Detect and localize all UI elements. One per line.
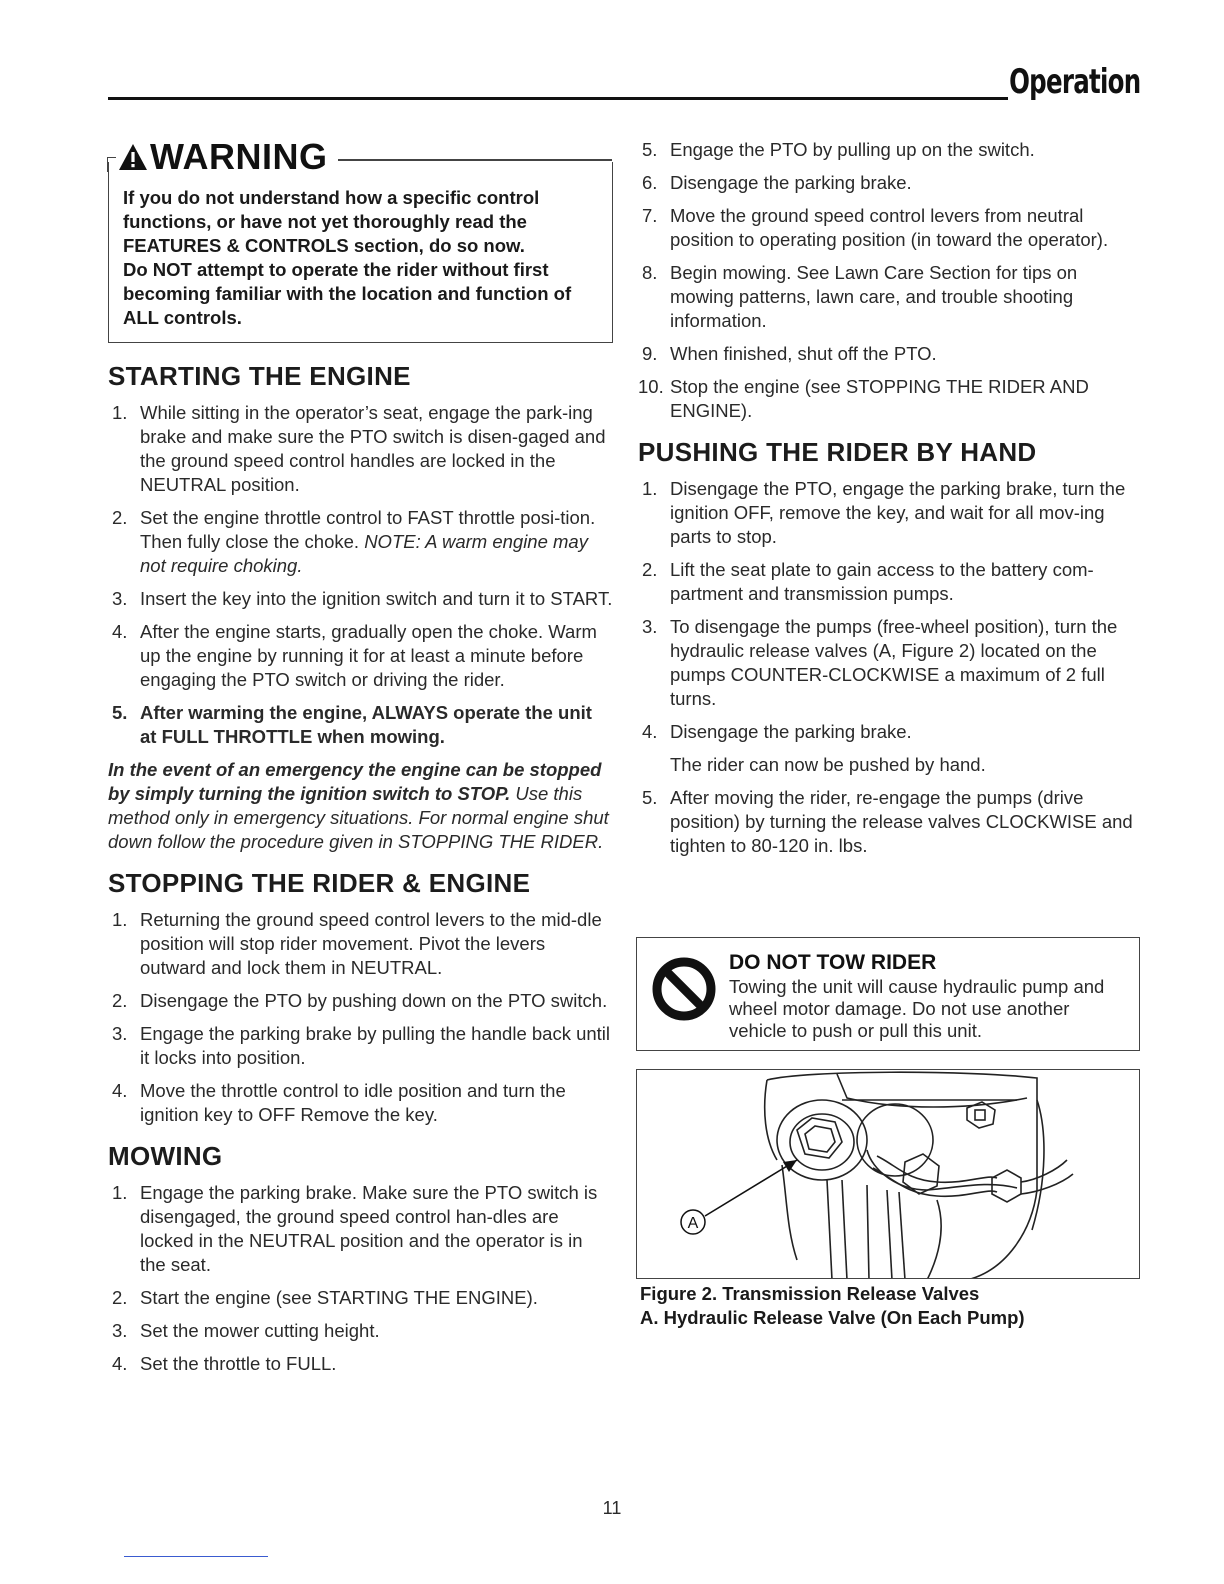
list-item: 2. Lift the seat plate to gain access to the battery com-partment and transmission pumps.: [642, 559, 1094, 604]
list-item: 5. After moving the rider, re-engage the pumps (drive position) by turning the release valves CLOCKWISE and tighten to 80-120 in. lbs.: [642, 787, 1133, 856]
emergency-note: In the event of an emergency the engine can be stopped by simply turning the ignition switch to STOP. Use this method only in emergency situations. For normal engine shut down follow the procedure given in STOPPING THE RIDER.: [108, 759, 609, 852]
list-item: 4. Disengage the parking brake.: [642, 721, 912, 742]
section-title: Operation: [1008, 62, 1140, 102]
heading-pushing: PUSHING THE RIDER BY HAND: [638, 437, 1037, 467]
warning-text-2: Do NOT attempt to operate the rider without first becoming familiar with the location and function of ALL controls.: [123, 259, 572, 328]
warning-triangle-icon: [118, 143, 148, 171]
do-not-tow-text: Towing the unit will cause hydraulic pump and wheel motor damage. Do not use another vehicle to push or pull this unit.: [729, 976, 1105, 1041]
list-item: 3. Set the mower cutting height.: [112, 1320, 380, 1341]
list-item: 4. Set the throttle to FULL.: [112, 1353, 337, 1374]
list-item: 1. Returning the ground speed control levers to the mid-dle position will stop rider movement. Pivot the levers outward and lock them in NEUTRAL.: [112, 909, 602, 978]
list-item: 2. Start the engine (see STARTING THE ENGINE).: [112, 1287, 538, 1308]
figure-transmission-valves: [636, 1069, 1140, 1279]
list-item: 5. After warming the engine, ALWAYS operate the unit at FULL THROTTLE when mowing.: [112, 702, 592, 747]
list-item: 2. Disengage the PTO by pushing down on the PTO switch.: [112, 990, 608, 1011]
warning-title: WARNING: [150, 136, 328, 177]
heading-stopping: STOPPING THE RIDER & ENGINE: [108, 868, 531, 898]
warning-header: [107, 136, 612, 178]
left-column: [108, 136, 613, 1385]
pushed-by-hand-note: The rider can now be pushed by hand.: [670, 754, 986, 775]
figure-caption-line1: Figure 2. Transmission Release Valves: [640, 1283, 980, 1304]
list-item: 2. Set the engine throttle control to FAST throttle posi-tion. Then fully close the choke. NOTE: A warm engine may not require choking.: [112, 507, 596, 576]
list-item: 1. Disengage the PTO, engage the parking brake, turn the ignition OFF, remove the key, and wait for all mov-ing parts to stop.: [642, 478, 1126, 547]
page-number: 11: [602, 1498, 622, 1518]
list-item: 7. Move the ground speed control levers from neutral position to operating position (in toward the operator).: [642, 205, 1109, 250]
list-item: 5. Engage the PTO by pulling up on the switch.: [642, 139, 1035, 160]
right-column: [638, 138, 1144, 867]
warning-text-1: If you do not understand how a specific control functions, or have not yet thoroughly read the FEATURES & CONTROLS section, do so now.: [123, 187, 540, 256]
starting-steps: [108, 401, 613, 749]
list-item: 4. Move the throttle control to idle position and turn the ignition key to OFF Remove the key.: [112, 1080, 566, 1125]
do-not-tow-title: DO NOT TOW RIDER: [729, 951, 937, 974]
no-symbol-icon: [651, 956, 717, 1022]
figure-caption-line2: A. Hydraulic Release Valve (On Each Pump): [640, 1307, 1025, 1328]
callout-a: A: [687, 1215, 699, 1232]
choke-note: NOTE: A warm engine may not require choking.: [140, 531, 588, 576]
pushing-steps-b: [638, 786, 1144, 858]
do-not-tow-notice: [636, 937, 1140, 1051]
list-item: 3. To disengage the pumps (free-wheel position), turn the hydraulic release valves (A, Figure 2) located on the pumps COUNTER-CLOCKWISE a maximum of 2 full turns.: [642, 616, 1118, 709]
mowing-steps-a: [108, 1181, 613, 1376]
pushing-steps: [638, 477, 1144, 744]
heading-starting-engine: STARTING THE ENGINE: [108, 361, 411, 391]
list-item: 4. After the engine starts, gradually open the choke. Warm up the engine by running it for at least a minute before engaging the PTO switch or driving the rider.: [112, 621, 597, 690]
list-item: 8. Begin mowing. See Lawn Care Section for tips on mowing patterns, lawn care, and trouble shooting information.: [642, 262, 1078, 331]
list-item: 1. While sitting in the operator’s seat, engage the park-ing brake and make sure the PTO switch is disen-gaged and the ground speed control handles are locked in the NEUTRAL position.: [112, 402, 606, 495]
list-item: 3. Engage the parking brake by pulling the handle back until it locks into position.: [112, 1023, 611, 1068]
list-item: 3. Insert the key into the ignition switch and turn it to START.: [112, 588, 613, 609]
mowing-steps-b: [638, 138, 1144, 423]
heading-mowing: MOWING: [108, 1141, 223, 1171]
footer-rule: [124, 1556, 268, 1557]
header-rule: [108, 97, 1008, 100]
figure-caption: [640, 1282, 1025, 1330]
warning-box: [108, 136, 613, 343]
list-item: 10. Stop the engine (see STOPPING THE RIDER AND ENGINE).: [638, 376, 1089, 421]
list-item: 1. Engage the parking brake. Make sure the PTO switch is disengaged, the ground speed control han-dles are locked in the NEUTRAL position and the operator is in the seat.: [112, 1182, 598, 1275]
list-item: 9. When finished, shut off the PTO.: [642, 343, 937, 364]
list-item: 6. Disengage the parking brake.: [642, 172, 912, 193]
transmission-illustration: [637, 1070, 1140, 1279]
stopping-steps: [108, 908, 613, 1127]
